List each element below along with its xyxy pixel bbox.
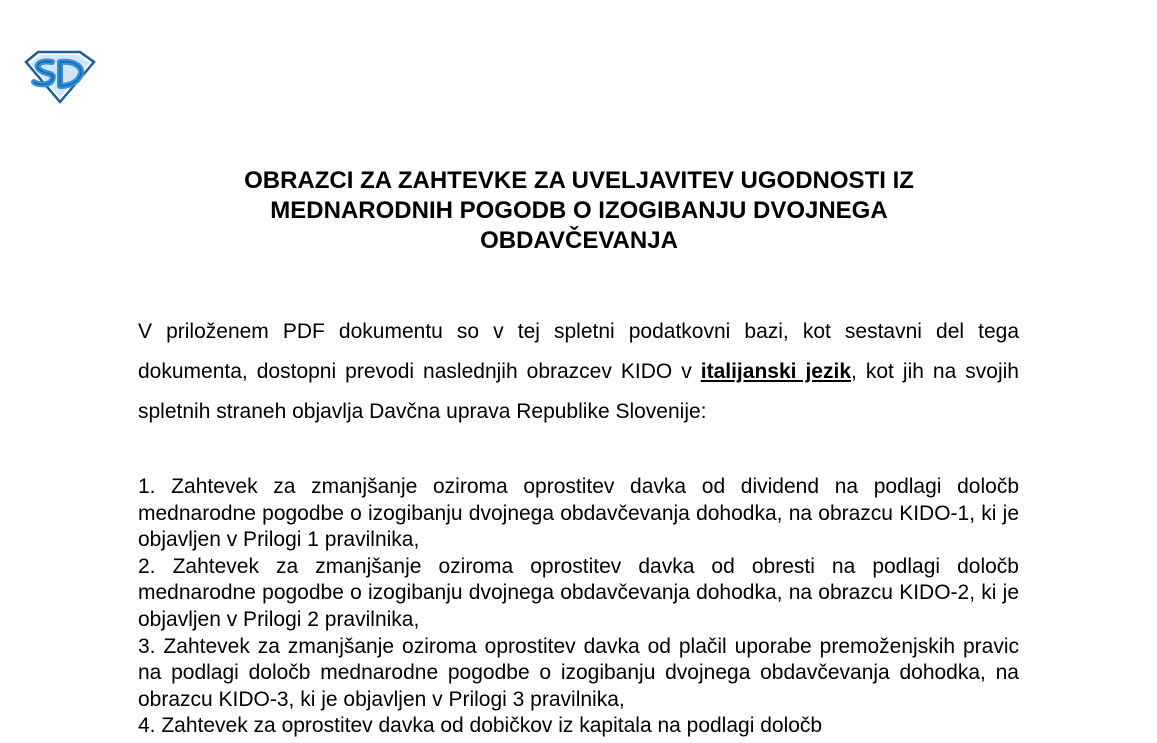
intro-text-before: V priloženem PDF dokumentu so v tej spletni podatkovni bazi, kot sestavni del tega dokumenta, dostopni prevodi naslednjih obrazcev KIDO v <box>138 320 1019 383</box>
list-item: 3. Zahtevek za zmanjšanje oziroma oprostitev davka od plačil uporabe premoženjskih pravic na podlagi določb mednarodne pogodbe o izogibanju dvojnega obdavčevanja dohodka, na obrazcu KIDO-3, ki je objavljen v Prilogi 3 pravilnika, <box>138 634 1019 711</box>
title-line-2: MEDNARODNIH POGODB O IZOGIBANJU DVOJNEGA <box>270 197 888 224</box>
forms-list <box>138 474 1019 740</box>
company-logo <box>22 48 96 104</box>
list-item: 1. Zahtevek za zmanjšanje oziroma oprostitev davka od dividend na podlagi določb mednarodne pogodbe o izogibanju dvojnega obdavčevanja dohodka, na obrazcu KIDO-1, ki je objavljen v Prilogi 1 pravilnika, <box>138 475 1019 552</box>
language-link[interactable]: italijanski jezik <box>700 360 852 383</box>
intro-paragraph <box>138 312 1019 432</box>
list-item: 4. Zahtevek za oprostitev davka od dobičkov iz kapitala na podlagi določb <box>138 714 823 738</box>
list-item: 2. Zahtevek za zmanjšanje oziroma oprostitev davka od obresti na podlagi določb mednarodne pogodbe o izogibanju dvojnega obdavčevanja dohodka, na obrazcu KIDO-2, ki je objavljen v Prilogi 2 pravilnika, <box>138 554 1019 631</box>
title-line-3: OBDAVČEVANJA <box>480 227 678 254</box>
title-line-1: OBRAZCI ZA ZAHTEVKE ZA UVELJAVITEV UGODNOSTI IZ <box>244 167 914 194</box>
page-title <box>140 166 1018 256</box>
intro-text-after: , kot jih na svojih spletnih straneh objavlja Davčna uprava Republike Slovenije: <box>138 360 1019 423</box>
